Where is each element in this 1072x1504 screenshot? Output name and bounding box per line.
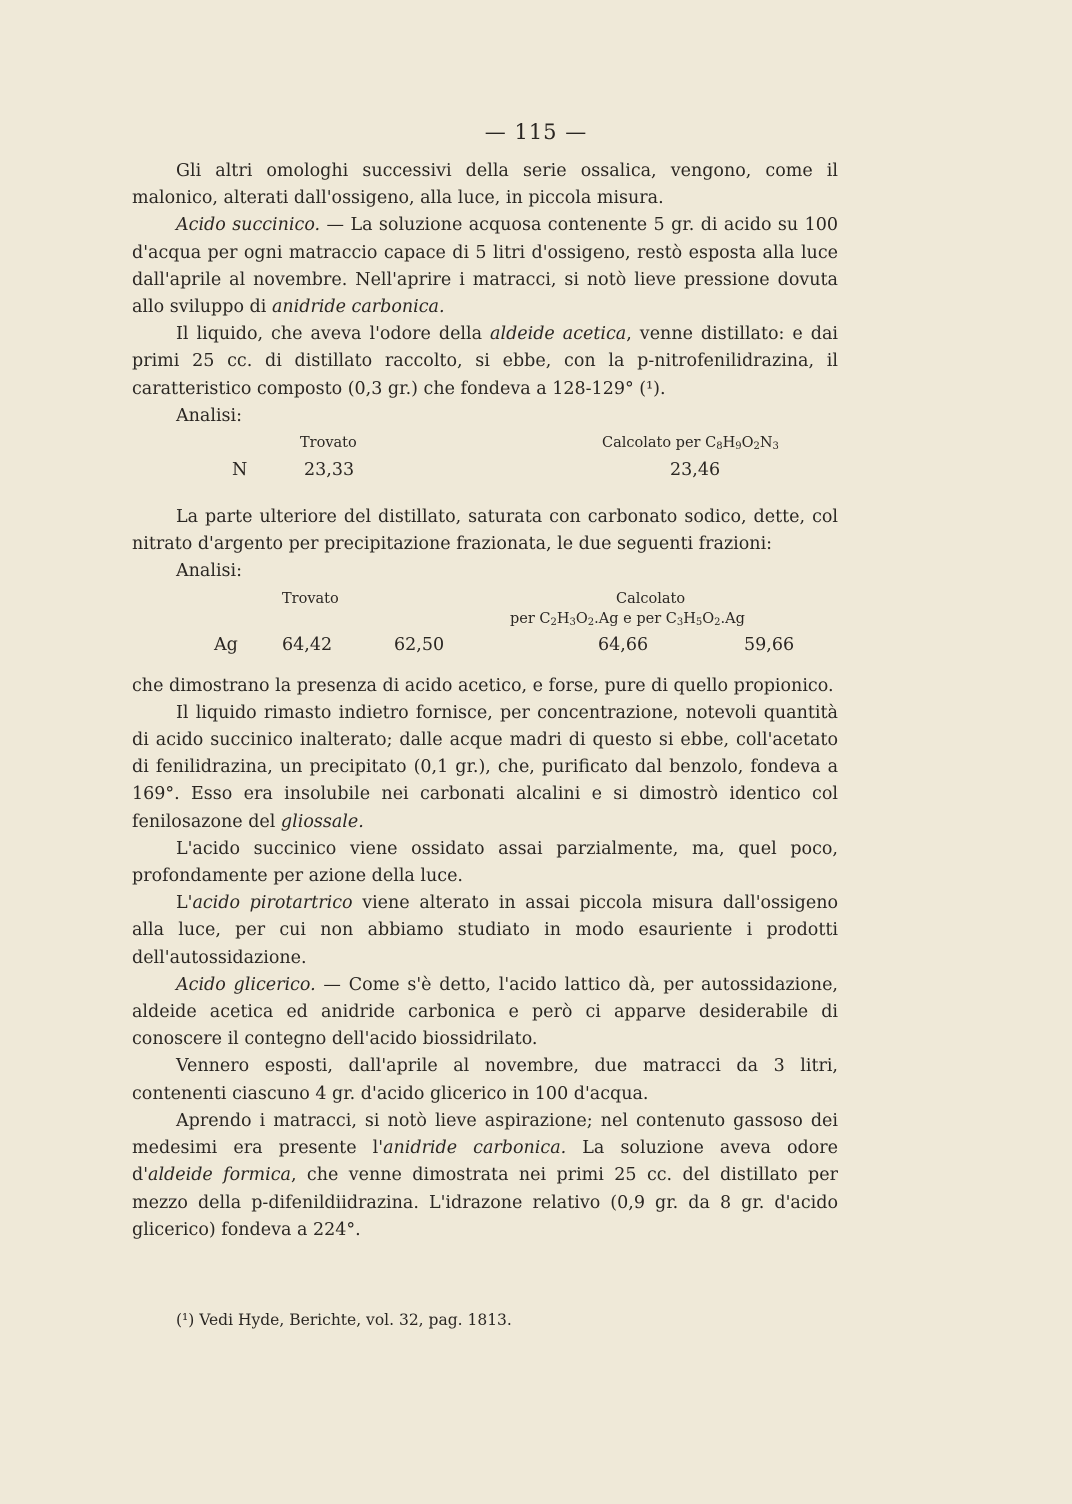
calc-value-1: 64,66: [598, 634, 649, 655]
text: — Come s'è detto, l'acido lattico dà, per autossidazione, aldeide acetica ed anidride carbonica e però ci apparve desiderabile di conoscere il contegno dell'acido biossidrilato.: [132, 974, 838, 1050]
text: Il liquido rimasto indietro fornisce, per concentrazione, notevoli quantità di acido succinico inalterato; dalle acque madri di questo si ebbe, coll'acetato di fenilidrazina, un precipitato (0,1 gr.), che, purificato dal benzolo, fondeva a 169°. Esso era insolubile nei carbonati alcalini e si dimostrò identico col fenilosazone del: [132, 702, 838, 832]
text: Il liquido, che aveva l'odore della: [176, 324, 491, 345]
formula-symbol: O: [575, 610, 588, 627]
paragraph-acido-succinico: [132, 212, 838, 321]
formula-subscript: 9: [735, 441, 742, 453]
formula-symbol: .Ag: [720, 610, 745, 627]
formula-subscript: 3: [676, 616, 684, 628]
paragraph-11: [132, 1108, 838, 1244]
paragraph-6: [132, 700, 838, 836]
calc-header: Calcolato: [616, 590, 686, 607]
analysis-1-values: [132, 457, 838, 484]
formula-subscript: 3: [569, 616, 576, 628]
section-title: Acido succinico.: [176, 215, 321, 236]
found-header: Trovato: [282, 590, 339, 607]
formula-symbol: H: [683, 610, 696, 627]
formula-subscript: 5: [695, 616, 703, 628]
text: Gli altri omologhi successivi della serie ossalica, vengono, come il malonico, alterati dall'ossigeno, alla luce, in piccola misura.: [132, 161, 838, 209]
analysis-2-subheader: [132, 606, 838, 632]
found-value-2: 62,50: [394, 634, 445, 655]
page-body: [132, 158, 838, 1244]
formula-propionate: [677, 611, 745, 627]
text: , venne distillato: e dai primi 25 cc. di distillato raccolto, si ebbe, con la p-nitrofenilidrazina, il caratteristico composto (0,3 gr.) che fondeva a 128-129° (¹).: [132, 324, 839, 399]
text: che dimostrano la presenza di acido acetico, e forse, pure di quello propionico.: [132, 675, 834, 696]
text: L'acido succinico viene ossidato assai parzialmente, ma, quel poco, profondamente per azione della luce.: [132, 838, 838, 887]
formula-subscript: 8: [716, 441, 723, 453]
paragraph-3: [132, 321, 838, 403]
element-symbol: Ag: [214, 634, 238, 655]
paragraph-4: [132, 504, 838, 558]
calc-header: [602, 430, 779, 457]
section-title: Acido glicerico.: [176, 974, 316, 995]
calc-value-2: 59,66: [744, 634, 795, 655]
calc-formulas: [510, 606, 745, 633]
text: — La soluzione acquosa contenente 5 gr. di acido su 100 d'acqua per ogni matraccio capace di 5 litri d'ossigeno, restò esposta alla luce dall'aprile al novembre. Nell'aprire i matracci, si notò lieve pressione dovuta allo sviluppo di: [132, 215, 838, 318]
analysis-2-label: Analisi:: [176, 561, 243, 582]
formula-symbol: O: [741, 435, 754, 452]
text: Vennero esposti, dall'aprile al novembre, due matracci da 3 litri, contenenti ciascuno 4 gr. d'acido glicerico in 100 d'acqua.: [132, 1056, 838, 1104]
formula-subscript: 2: [587, 616, 595, 628]
analysis-1-header: [132, 430, 838, 457]
paragraph-acido-glicerico: [132, 972, 838, 1054]
emphasis: acido pirotartrico: [192, 893, 353, 914]
formula-subscript: 3: [772, 441, 779, 453]
text: viene alterato in assai piccola misura dall'ossigeno alla luce, per cui non abbiamo studiato in modo esauriente i prodotti dell'autossidazione.: [132, 893, 838, 968]
found-value: 23,33: [304, 460, 355, 481]
emphasis: anidride carbonica.: [383, 1138, 567, 1159]
paragraph-7: [132, 836, 838, 890]
analysis-2-header: [132, 586, 838, 606]
emphasis: gliossale.: [280, 811, 364, 832]
paragraph-10: [132, 1053, 838, 1107]
emphasis: anidride carbonica.: [271, 297, 445, 318]
formula-symbol: H: [722, 435, 736, 452]
found-header: Trovato: [300, 435, 357, 452]
text: L': [176, 893, 193, 914]
paragraph-1: [132, 158, 838, 212]
found-value-1: 64,42: [282, 634, 333, 655]
formula-symbol: O: [702, 610, 715, 627]
element-symbol: N: [232, 460, 248, 481]
formula-symbol: .Ag: [594, 610, 619, 627]
text: Aprendo i matracci, si notò lieve aspirazione; nel contenuto gassoso dei medesimi era presente l': [132, 1110, 838, 1159]
formula-symbol: H: [556, 610, 570, 627]
page-number: — 115 —: [484, 120, 588, 144]
calc-sub-a: per C: [510, 610, 551, 627]
formula-symbol: N: [759, 435, 773, 452]
paragraph-5: [132, 673, 838, 700]
calc-sub-mid: e per C: [618, 610, 677, 627]
text: , che venne dimostrata nei primi 25 cc. del distillato per mezzo della p-difenildiidrazina. L'idrazone relativo (0,9 gr. da 8 gr. d'acido glicerico) fondeva a 224°.: [132, 1165, 838, 1240]
emphasis: aldeide formica: [148, 1165, 291, 1186]
text: La soluzione aveva odore d': [132, 1138, 839, 1186]
formula-subscript: 2: [714, 616, 721, 628]
formula-subscript: 2: [550, 616, 557, 628]
formula-acetate: [551, 611, 619, 627]
footnote: (¹) Vedi Hyde, Berichte, vol. 32, pag. 1813.: [176, 1311, 512, 1329]
text: La parte ulteriore del distillato, saturata con carbonato sodico, dette, col nitrato d'argento per precipitazione frazionata, le due seguenti frazioni:: [132, 507, 838, 555]
analysis-2-values: [132, 632, 838, 659]
calc-value: 23,46: [670, 460, 721, 481]
emphasis: aldeide acetica: [490, 324, 627, 345]
paragraph-acido-pirotartrico: [132, 890, 838, 972]
analysis-1-label: Analisi:: [176, 405, 243, 426]
formula-subscript: 2: [753, 441, 760, 453]
calc-formula: [716, 435, 779, 451]
calc-header-text: Calcolato per C: [602, 435, 717, 452]
